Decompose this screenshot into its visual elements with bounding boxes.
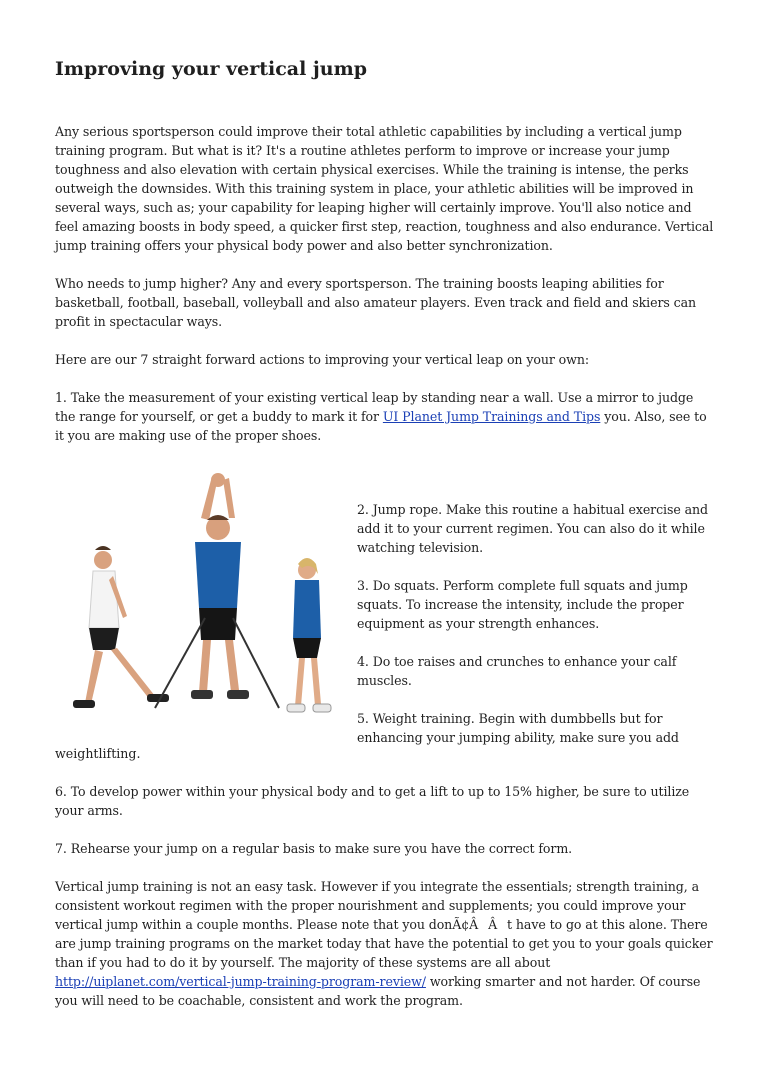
closing-text: Vertical jump training is not an easy task. However if you integrate the essentials; strength training, a consistent workout regimen with the proper nourishment and supplements; you could improve your vertical jump within a couple months. Please note that you donÃ¢ÂÂt have to go at this alone. There are jump training programs on the market today that have the potential to get you to your goals quicker than if you had to do it by yourself. The majority of these systems are all about	[55, 879, 713, 970]
page-title: Improving your vertical jump	[55, 58, 368, 80]
steps-intro-paragraph: Here are our 7 straight forward actions to improving your vertical leap on your own:	[55, 352, 589, 367]
step-5-continuation: weightlifting.	[55, 746, 141, 761]
steps-column	[357, 500, 712, 766]
who-paragraph: Who needs to jump higher? Any and every sportsperson. The training boosts leaping abilities for basketball, football, baseball, volleyball and also amateur players. Even track and field and skiers can profit in spectacular ways.	[55, 276, 697, 329]
center-athlete-figure	[155, 473, 279, 708]
uiplanet-review-link[interactable]: http://uiplanet.com/vertical-jump-training-program-review/	[55, 974, 426, 989]
step-4-paragraph: 4. Do toe raises and crunches to enhance your calf muscles.	[357, 654, 677, 688]
closing-text-end: working smarter and not harder. Of course you will need to be coachable, consistent and work the program.	[55, 974, 701, 1008]
step-1-text: 1. Take the measurement of your existing vertical leap by standing near a wall. Use a mirror to judge the range for yourself, or get a buddy to mark it for	[55, 390, 694, 424]
step-1-text-end: you. Also, see to it you are making use of the proper shoes.	[55, 409, 707, 443]
intro-paragraph: Any serious sportsperson could improve their total athletic capabilities by including a vertical jump training program. But what is it? It's a routine athletes perform to improve or increase your jump toughness and also elevation with certain physical exercises. While the training is intense, the perks outweigh the downsides. With this training system in place, your athletic abilities will be improved in several ways, such as; your capability for leaping higher will certainly improve. You'll also notice and feel amazing boosts in body speed, a quicker first step, reaction, toughness and also endurance. Vertical jump training offers your physical body power and also better synchronization.	[55, 124, 714, 253]
left-athlete-figure	[73, 546, 169, 708]
athletes-illustration	[55, 468, 347, 730]
body-text-top	[55, 122, 715, 464]
step-1-paragraph	[55, 388, 715, 445]
ui-planet-link[interactable]: UI Planet Jump Trainings and Tips	[382, 409, 601, 424]
closing-paragraph	[55, 877, 715, 1010]
step-5-paragraph: 5. Weight training. Begin with dumbbells but for enhancing your jumping ability, make sure you add	[357, 711, 679, 745]
right-athlete-figure	[287, 558, 331, 712]
step-3-paragraph: 3. Do squats. Perform complete full squats and jump squats. To increase the intensity, include the proper equipment as your strength enhances.	[357, 578, 688, 631]
step-7-paragraph: 7. Rehearse your jump on a regular basis to make sure you have the correct form.	[55, 841, 573, 856]
step-2-paragraph: 2. Jump rope. Make this routine a habitual exercise and add it to your current regimen. You can also do it while watching television.	[357, 502, 708, 555]
body-text-bottom	[55, 782, 715, 1029]
step-6-paragraph: 6. To develop power within your physical body and to get a lift to up to 15% higher, be sure to utilize your arms.	[55, 784, 690, 818]
training-photo	[55, 468, 347, 730]
